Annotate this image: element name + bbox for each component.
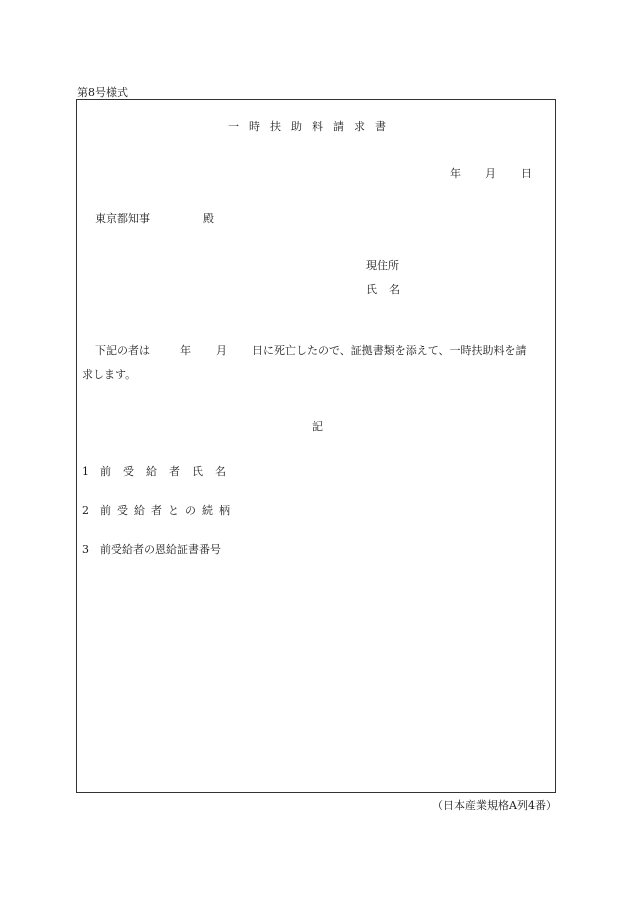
item-number: 1: [82, 465, 89, 478]
honorific: 殿: [203, 212, 214, 225]
date-day-label: 日: [521, 167, 532, 180]
item-label: 前受給者の恩給証書番号: [100, 543, 221, 556]
form-frame: [76, 99, 556, 793]
item-label: 前受給者氏名: [100, 465, 238, 478]
body-line-1: [95, 342, 527, 358]
body-text-part2: 日に死亡したので、証拠書類を添えて、一時扶助料を請: [252, 344, 527, 357]
item-row: [82, 502, 236, 518]
item-row: [82, 463, 238, 479]
body-month-label: 月: [216, 344, 227, 357]
item-number: 3: [82, 543, 89, 556]
name-label: 氏名: [366, 283, 412, 296]
addressee: 東京都知事: [95, 212, 150, 225]
address-label: 現住所: [366, 259, 399, 272]
form-title: 一時扶助料請求書: [228, 120, 396, 133]
ki-heading: 記: [312, 420, 323, 433]
item-row: [82, 541, 221, 557]
form-number: 第8号様式: [77, 86, 128, 99]
date-month-label: 月: [485, 167, 496, 180]
paper-size-note: （日本産業規格A列4番）: [432, 799, 557, 812]
item-number: 2: [82, 504, 89, 517]
body-line-2: 求します。: [82, 368, 137, 381]
body-year-label: 年: [180, 344, 191, 357]
body-text-part1: 下記の者は: [95, 344, 150, 357]
item-label: 前受給者との続柄: [100, 504, 236, 517]
date-year-label: 年: [450, 167, 461, 180]
